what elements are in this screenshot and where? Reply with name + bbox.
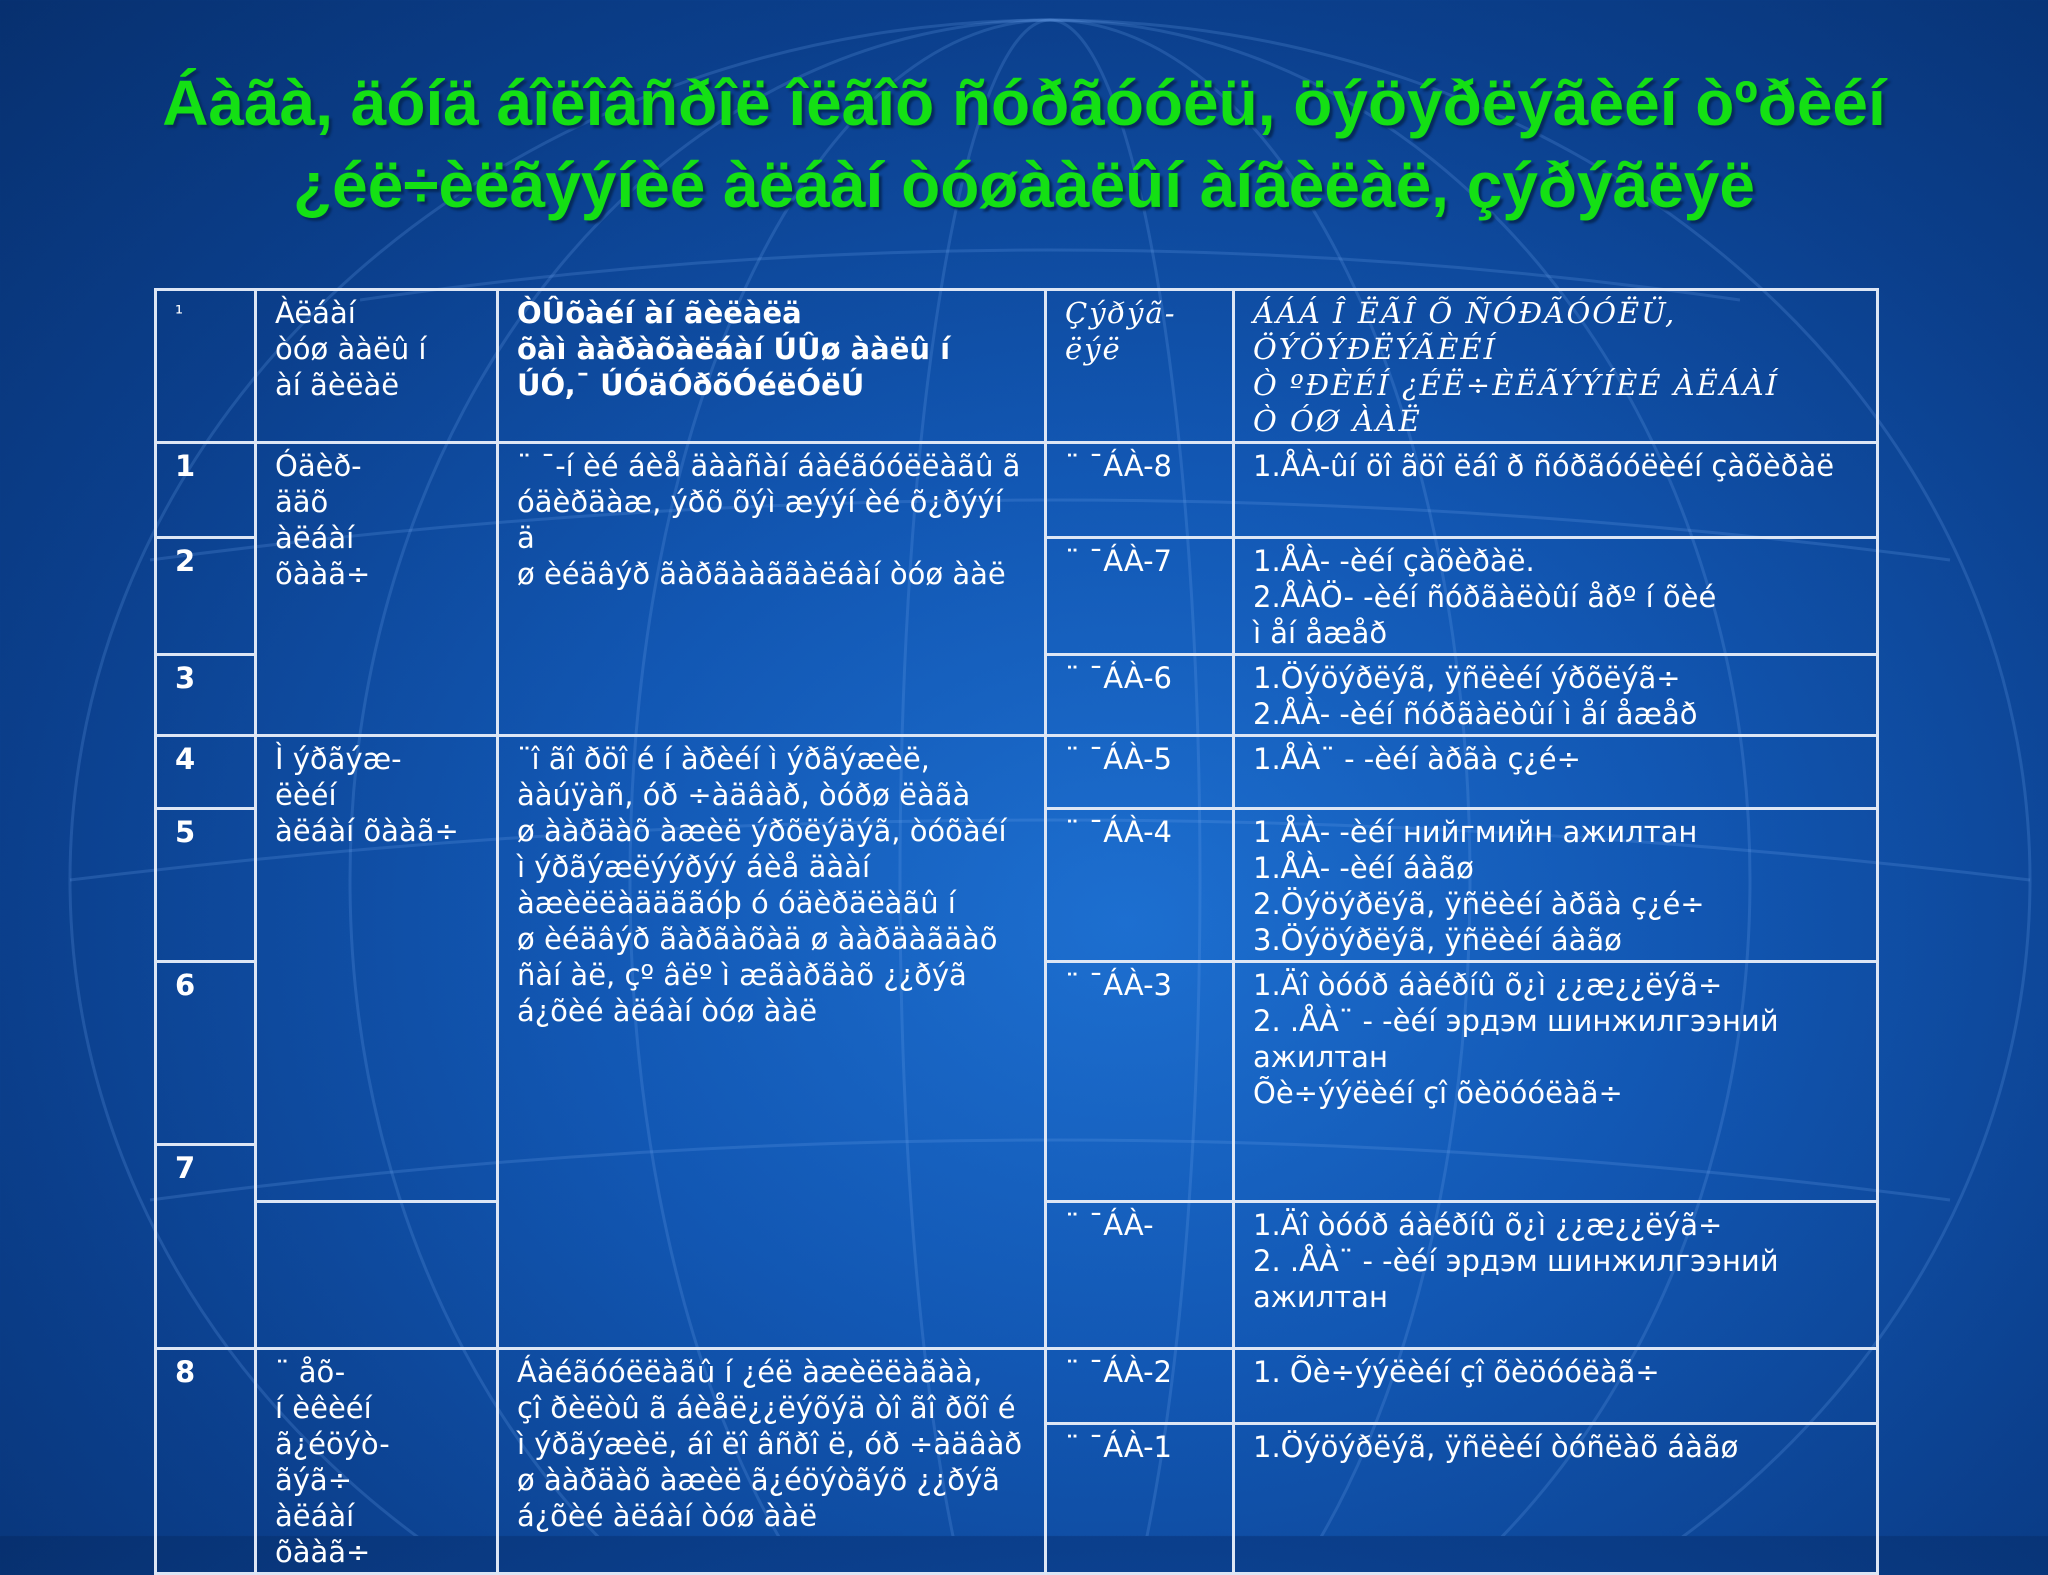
position-cell: ¨ åõ- í èêèéí ã¿éöýò- ãýã÷ àëáàí õààã÷ (256, 1349, 498, 1574)
titles-cell: 1. Õè÷ýýëèéí çî õèöóóëàã÷ (1234, 1349, 1878, 1424)
titles-cell: 1.ÅÀ¨ - -èéí àðãà ç¿é÷ (1234, 736, 1878, 809)
row-number: 4 (156, 736, 256, 809)
requirement-cell: ¨î ãî ðöî é í àðèéí ì ýðãýæèë, ààúÿàñ, óð ÷àäâàð, òóðø ëàãà ø ààðäàõ àæèë ýðõëýäýã, òóõàéí ì ýðãýæëýýðýý áèå äààí àæèëëàääããóþ ó óäèðäëàãû í ø èéäâýð ãàðãàõàä ø ààðäàãäàõ ñàí àë, çº âëº ì æãàðãàõ ¿¿ðýã á¿õèé àëáàí òóø ààë (498, 736, 1046, 1349)
grade-cell: ¨ ¯ÁÀ-4 (1046, 809, 1234, 962)
titles-cell: 1.Öýöýðëýã, ÿñëèéí ýðõëýã÷ 2.ÅÀ- -èéí ñóðãàëòûí ì åí åæåð (1234, 655, 1878, 736)
table-row (156, 1349, 1878, 1424)
titles-cell: 1.Äî òóóð áàéðíû õ¿ì ¿¿æ¿¿ëýã÷ 2. .ÅÀ¨ - -èéí эрдэм шинжилгээний ажилтан Õè÷ýýëèéí çî õèöóóëàã÷ (1234, 962, 1878, 1202)
titles-cell: 1 ÅÀ- -èéí нийгмийн ажилтан 1.ÅÀ- -èéí áàãø 2.Öýöýðëýã, ÿñëèéí àðãà ç¿é÷ 3.Öýöýðëýã, ÿñëèéí áàãø (1234, 809, 1878, 962)
requirement-cell: Áàéãóóëëàãû í ¿éë àæèëëàãàà, çî ðèëòû ã áèåë¿¿ëýõýä òî ãî ðõî é ì ýðãýæèë, áî ëî âñðî ë, óð ÷àäâàð ø ààðäàõ àæèë ã¿éöýòãýõ ¿¿ðýã á¿õèé àëáàí òóø ààë (498, 1349, 1046, 1574)
grade-cell: ¨ ¯ÁÀ-2 (1046, 1349, 1234, 1424)
grade-cell: ¨ ¯ÁÀ-5 (1046, 736, 1234, 809)
page-title: Áàãà, äóíä áîëîâñðîë îëãîõ ñóðãóóëü, öýöýðëýãèéí òºðèéí ¿éë÷èëãýýíèé àëáàí òóøààëûí àíãèëàë, çýðýãëýë (162, 67, 1886, 221)
header-grade: Çýðýã- ëýë (1046, 290, 1234, 443)
header-requirement: ÒÛõàéí àí ãèëàëä õàì ààðàõàëáàí ÚÛø ààëû í ÚÓ,¯ ÚÓäÓðõÓéëÓëÚ (498, 290, 1046, 443)
titles-cell: 1.ÅÀ- -èéí çàõèðàë. 2.ÅÀÖ- -èéí ñóðãàëòûí åðº í õèé ì åí åæåð (1234, 538, 1878, 655)
table-header-row (156, 290, 1878, 443)
grade-cell: ¨ ¯ÁÀ- (1046, 1202, 1234, 1349)
position-classification-table (154, 288, 1879, 1575)
position-cell: Óäèð- ääõ àëáàí õààã÷ (256, 443, 498, 736)
row-number: 3 (156, 655, 256, 736)
requirement-cell: ¨ ¯-í èé áèå äààñàí áàéãóóëëàãû ã óäèðäàæ, ýðõ õýì æýýí èé õ¿ðýýí ä ø èéäâýð ãàðãààããàëáàí òóø ààë (498, 443, 1046, 736)
row-number: 6 (156, 962, 256, 1145)
grade-cell: ¨ ¯ÁÀ-3 (1046, 962, 1234, 1202)
table-row (156, 736, 1878, 809)
titles-cell: 1.Äî òóóð áàéðíû õ¿ì ¿¿æ¿¿ëýã÷ 2. .ÅÀ¨ - -èéí эрдэм шинжилгээний ажилтан (1234, 1202, 1878, 1349)
titles-cell: 1.Öýöýðëýã, ÿñëèéí òóñëàõ áàãø (1234, 1424, 1878, 1574)
row-number: 2 (156, 538, 256, 655)
grade-cell: ¨ ¯ÁÀ-8 (1046, 443, 1234, 538)
grade-cell: ¨ ¯ÁÀ-7 (1046, 538, 1234, 655)
grade-cell: ¨ ¯ÁÀ-6 (1046, 655, 1234, 736)
row-number: 7 (156, 1145, 256, 1349)
header-titles: ÁÁÁ Î ËÃÎ Õ ÑÓÐÃÓÓËÜ, ÖÝÖÝÐËÝÃÈÉÍ Ò ºÐÈÉÍ ¿ÉË÷ÈËÃÝÝÍÈÉ ÀËÁÀÍ Ò ÓØ ÀÀË (1234, 290, 1878, 443)
header-number: ¹ (156, 290, 256, 443)
position-cell: Ì ýðãýæ- ëèéí àëáàí õààã÷ (256, 736, 498, 1202)
grade-cell: ¨ ¯ÁÀ-1 (1046, 1424, 1234, 1574)
titles-cell: 1.ÅÀ-ûí öî ãöî ëáî ð ñóðãóóëèéí çàõèðàë (1234, 443, 1878, 538)
row-number: 8 (156, 1349, 256, 1574)
table-row (156, 443, 1878, 538)
row-number: 5 (156, 809, 256, 962)
header-position: Àëáàí òóø ààëû í àí ãèëàë (256, 290, 498, 443)
position-cell-blank (256, 1202, 498, 1349)
row-number: 1 (156, 443, 256, 538)
